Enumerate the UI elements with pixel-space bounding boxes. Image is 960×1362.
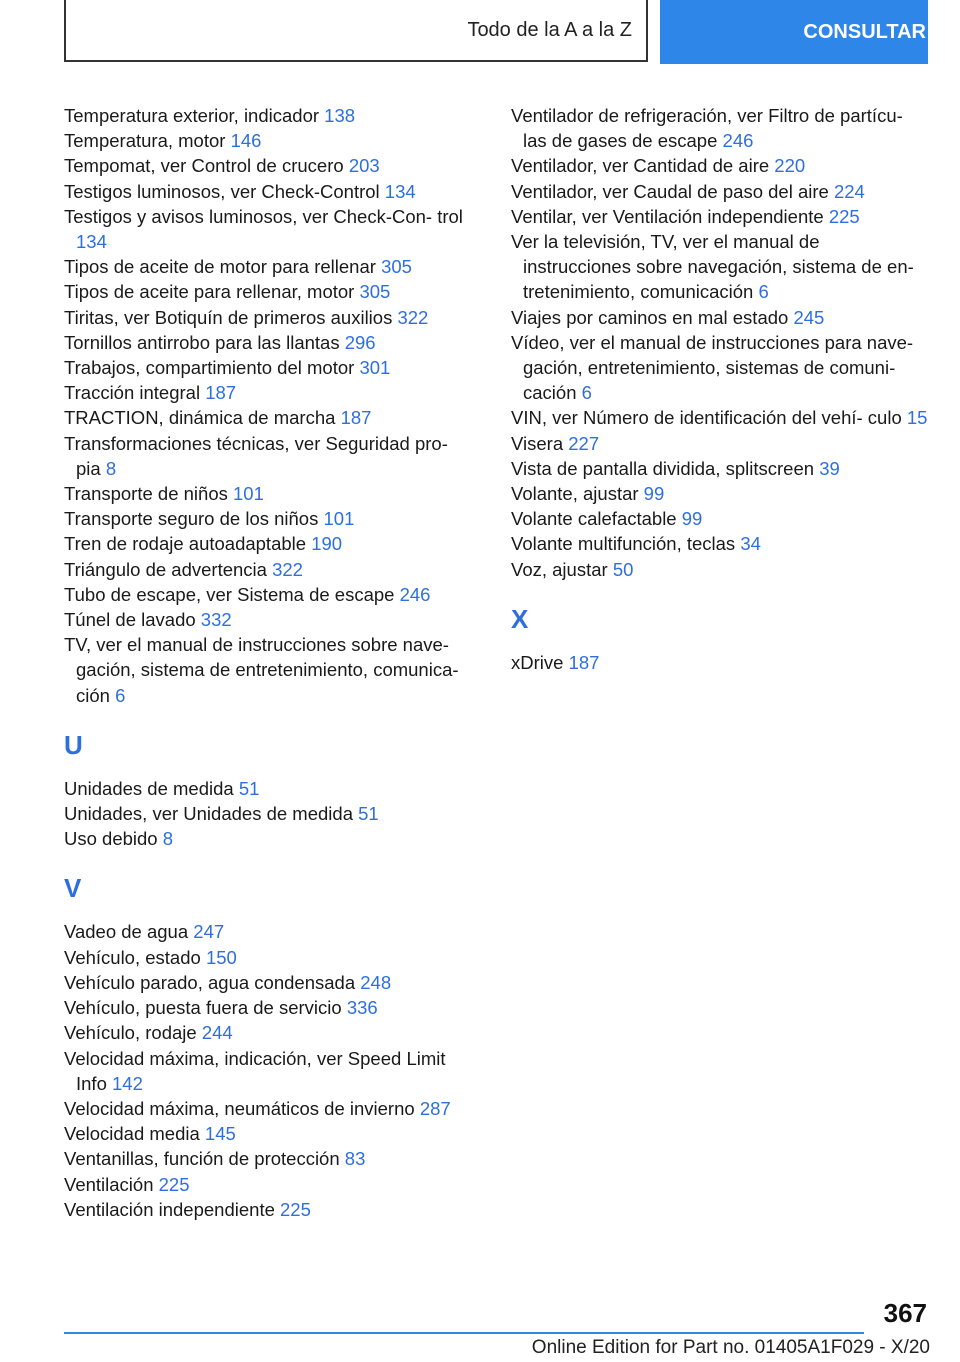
index-entry	[64, 380, 474, 405]
index-entry	[511, 506, 931, 531]
index-page-link[interactable]: 142	[112, 1072, 143, 1094]
index-page-link[interactable]: 305	[359, 281, 391, 303]
index-column-left	[64, 103, 474, 1222]
index-entry-text: Transformaciones técnicas, ver Seguridad pro‐ pia	[64, 432, 448, 479]
index-page-link[interactable]: 296	[344, 331, 376, 353]
index-page-link[interactable]: 101	[323, 508, 355, 530]
index-entry	[511, 405, 931, 430]
index-entry	[64, 506, 474, 531]
index-entry-text: Ventilar, ver Ventilación independiente	[511, 205, 824, 227]
index-entry	[64, 801, 474, 826]
index-entry-text: Volante calefactable	[511, 508, 677, 530]
index-entry	[511, 531, 931, 556]
index-entry	[64, 945, 474, 970]
index-entry-text: Testigos luminosos, ver Check-Control	[64, 180, 380, 202]
index-entry-text: Volante, ajustar	[511, 483, 639, 505]
index-entry-text: Ventilación	[64, 1173, 154, 1195]
index-page-link[interactable]: 39	[819, 457, 840, 479]
index-entry-text: Triángulo de advertencia	[64, 558, 267, 580]
index-entry	[64, 1121, 474, 1146]
index-entry	[511, 204, 931, 229]
footer-divider	[64, 1332, 864, 1334]
index-entry	[511, 330, 931, 406]
index-entry-text: Transporte de niños	[64, 483, 228, 505]
index-entry	[511, 103, 931, 153]
index-page-link[interactable]: 146	[230, 130, 262, 152]
index-page-link[interactable]: 145	[204, 1123, 236, 1145]
index-entry-text: xDrive	[511, 651, 564, 673]
index-entry	[511, 650, 931, 675]
index-page-link[interactable]: 50	[612, 558, 634, 580]
index-entry-text: Voz, ajustar	[511, 558, 608, 580]
index-page-link[interactable]: 248	[360, 971, 392, 993]
index-entry-text: Vadeo de agua	[64, 921, 189, 943]
index-page-link[interactable]: 8	[105, 457, 117, 479]
index-entry	[64, 632, 474, 708]
index-page-link[interactable]: 336	[346, 997, 378, 1019]
index-entry-text: Vehículo, rodaje	[64, 1022, 197, 1044]
index-page-link[interactable]: 246	[722, 130, 754, 152]
index-page-link[interactable]: 6	[758, 281, 769, 303]
index-entry	[64, 1146, 474, 1171]
index-letter-heading: V	[64, 873, 82, 904]
index-entry	[64, 531, 474, 556]
index-entry	[64, 970, 474, 995]
index-entry-text: Vehículo, estado	[64, 946, 201, 968]
index-page-link[interactable]: 134	[384, 180, 416, 202]
index-page-link[interactable]: 322	[272, 558, 303, 580]
index-entry-text: Ventilador de refrigeración, ver Filtro de partícu‐ las de gases de escape	[511, 105, 903, 152]
index-page-link[interactable]: 245	[793, 306, 825, 328]
index-entry-text: Viajes por caminos en mal estado	[511, 306, 789, 328]
index-entry	[64, 1197, 474, 1222]
index-entry-text: Tiritas, ver Botiquín de primeros auxilios	[64, 306, 393, 328]
index-letter-heading: X	[511, 603, 529, 634]
index-entry-text: Vehículo parado, agua condensada	[64, 971, 356, 993]
index-entry-text: Tracción integral	[64, 382, 201, 404]
index-page-link[interactable]: 301	[359, 357, 391, 379]
index-entry	[64, 826, 474, 851]
index-page-link[interactable]: 83	[344, 1148, 366, 1170]
index-page-link[interactable]: 187	[340, 407, 372, 429]
index-entry-text: Tempomat, ver Control de crucero	[64, 155, 344, 177]
index-page-link[interactable]: 138	[324, 105, 356, 126]
index-entry	[64, 305, 474, 330]
index-entry-text: Tornillos antirrobo para las llantas	[64, 331, 340, 353]
index-page-link[interactable]: 305	[381, 256, 412, 278]
index-entry	[64, 776, 474, 801]
index-entry	[511, 481, 931, 506]
index-entry-text: Ventilación independiente	[64, 1198, 275, 1220]
index-entry-text: TV, ver el manual de instrucciones sobre nave‐ gación, sistema de entretenimiento, comunica‐ ción	[64, 634, 459, 706]
index-entry-text: Transporte seguro de los niños	[64, 508, 319, 530]
index-page-link[interactable]: 287	[419, 1097, 451, 1119]
index-entry-text: Ventilador, ver Cantidad de aire	[511, 155, 770, 177]
index-page-link[interactable]: 225	[828, 205, 860, 227]
index-page-link[interactable]: 51	[238, 777, 260, 799]
index-page-link[interactable]: 246	[399, 583, 431, 605]
index-page-link[interactable]: 244	[201, 1022, 233, 1044]
index-entry-text: Visera	[511, 432, 564, 454]
index-entry	[64, 1046, 474, 1096]
index-page-link[interactable]: 225	[158, 1173, 190, 1195]
consultar-button[interactable]	[660, 0, 928, 64]
index-page-link[interactable]: 6	[115, 684, 126, 706]
index-entry-text: Túnel de lavado	[64, 609, 196, 631]
index-page-link[interactable]: 187	[205, 382, 237, 404]
index-entry-text: VIN, ver Número de identificación del vehí‐ culo	[511, 407, 902, 429]
page-number: 367	[883, 1298, 927, 1328]
index-entry-text: Ver la televisión, TV, ver el manual de instrucciones sobre navegación, sistema de en‐ tretenimiento, comunicación	[511, 231, 914, 303]
index-entry-text: Vehículo, puesta fuera de servicio	[64, 997, 342, 1019]
index-page-link[interactable]: 187	[568, 651, 600, 673]
index-entry-text: Temperatura, motor	[64, 130, 226, 152]
index-column-right	[511, 103, 931, 675]
index-page-link[interactable]: 225	[280, 1198, 311, 1220]
index-entry-text: Ventanillas, función de protección	[64, 1148, 340, 1170]
index-entry-text: Velocidad máxima, neumáticos de invierno	[64, 1097, 415, 1119]
index-page-link[interactable]: 203	[348, 155, 380, 177]
section-tab[interactable]	[64, 0, 648, 62]
index-entry-text: TRACTION, dinámica de marcha	[64, 407, 336, 429]
index-entry	[64, 405, 474, 430]
index-page-link[interactable]: 190	[311, 533, 343, 555]
index-page-link[interactable]: 220	[774, 155, 806, 177]
index-page-link[interactable]: 332	[200, 609, 232, 631]
index-entry-text: Temperatura exterior, indicador	[64, 105, 320, 126]
index-entry-text: Vídeo, ver el manual de instrucciones para nave‐ gación, entretenimiento, sistemas de comuni‐ cación	[511, 331, 914, 404]
index-entry	[64, 179, 474, 204]
index-page-link[interactable]: 227	[568, 432, 600, 454]
index-entry-text: Uso debido	[64, 828, 158, 850]
index-page-link[interactable]: 150	[205, 946, 237, 968]
consultar-label: CONSULTAR	[803, 20, 926, 43]
index-entry	[64, 254, 474, 279]
index-page-link[interactable]: 6	[581, 382, 592, 404]
index-entry-text: Volante multifunción, teclas	[511, 533, 736, 555]
index-entry	[64, 582, 474, 607]
index-entry	[511, 229, 931, 305]
index-entry-text: Testigos y avisos luminosos, ver Check-Con‐ trol	[64, 205, 463, 227]
index-entry	[64, 330, 474, 355]
index-entry	[64, 431, 474, 481]
index-page-link[interactable]: 224	[833, 180, 865, 202]
index-entry	[64, 481, 474, 506]
index-entry	[511, 557, 931, 582]
index-entry	[511, 153, 931, 178]
index-entry-text: Unidades de medida	[64, 777, 234, 799]
index-page-link[interactable]: 15	[906, 407, 928, 429]
index-entry	[64, 128, 474, 153]
index-entry-text: Trabajos, compartimiento del motor	[64, 357, 355, 379]
index-letter-heading: U	[64, 729, 83, 760]
index-entry	[511, 456, 931, 481]
index-entry	[64, 1172, 474, 1197]
index-entry-text: Unidades, ver Unidades de medida	[64, 803, 353, 825]
index-entry	[511, 305, 931, 330]
index-page-link[interactable]: 51	[358, 803, 379, 825]
index-entry	[64, 279, 474, 304]
index-entry-text: Vista de pantalla dividida, splitscreen	[511, 457, 815, 479]
index-page-link[interactable]: 99	[681, 508, 703, 530]
index-page-link[interactable]: 134	[76, 231, 107, 253]
page-header	[64, 0, 928, 64]
index-entry	[511, 431, 931, 456]
index-entry	[511, 179, 931, 204]
index-entry-text: Tipos de aceite para rellenar, motor	[64, 281, 355, 303]
index-entry	[64, 1020, 474, 1045]
index-entry-text: Ventilador, ver Caudal de paso del aire	[511, 180, 829, 202]
index-page-link[interactable]: 322	[397, 306, 429, 328]
index-entry-text: Velocidad media	[64, 1123, 200, 1145]
index-entry	[64, 204, 474, 254]
index-entry-text: Tren de rodaje autoadaptable	[64, 533, 307, 555]
index-entry	[64, 607, 474, 632]
index-entry	[64, 153, 474, 178]
index-page-link[interactable]: 99	[643, 483, 665, 505]
index-entry	[64, 995, 474, 1020]
index-entry-text: Tipos de aceite de motor para rellenar	[64, 256, 376, 278]
index-entry	[64, 919, 474, 944]
index-page-link[interactable]: 101	[233, 483, 264, 505]
index-entry	[64, 557, 474, 582]
index-entry-text: Tubo de escape, ver Sistema de escape	[64, 583, 395, 605]
index-entry-text: Velocidad máxima, indicación, ver Speed Limit Info	[64, 1047, 446, 1094]
index-page-link[interactable]: 34	[740, 533, 761, 555]
index-entry	[64, 1096, 474, 1121]
index-page-link[interactable]: 247	[193, 921, 225, 943]
index-page-link[interactable]: 8	[162, 828, 174, 850]
index-entry	[64, 103, 474, 128]
footer-edition: Online Edition for Part no. 01405A1F029 - X/20	[531, 1337, 930, 1358]
section-title: Todo de la A a la Z	[467, 18, 632, 41]
index-entry	[64, 355, 474, 380]
